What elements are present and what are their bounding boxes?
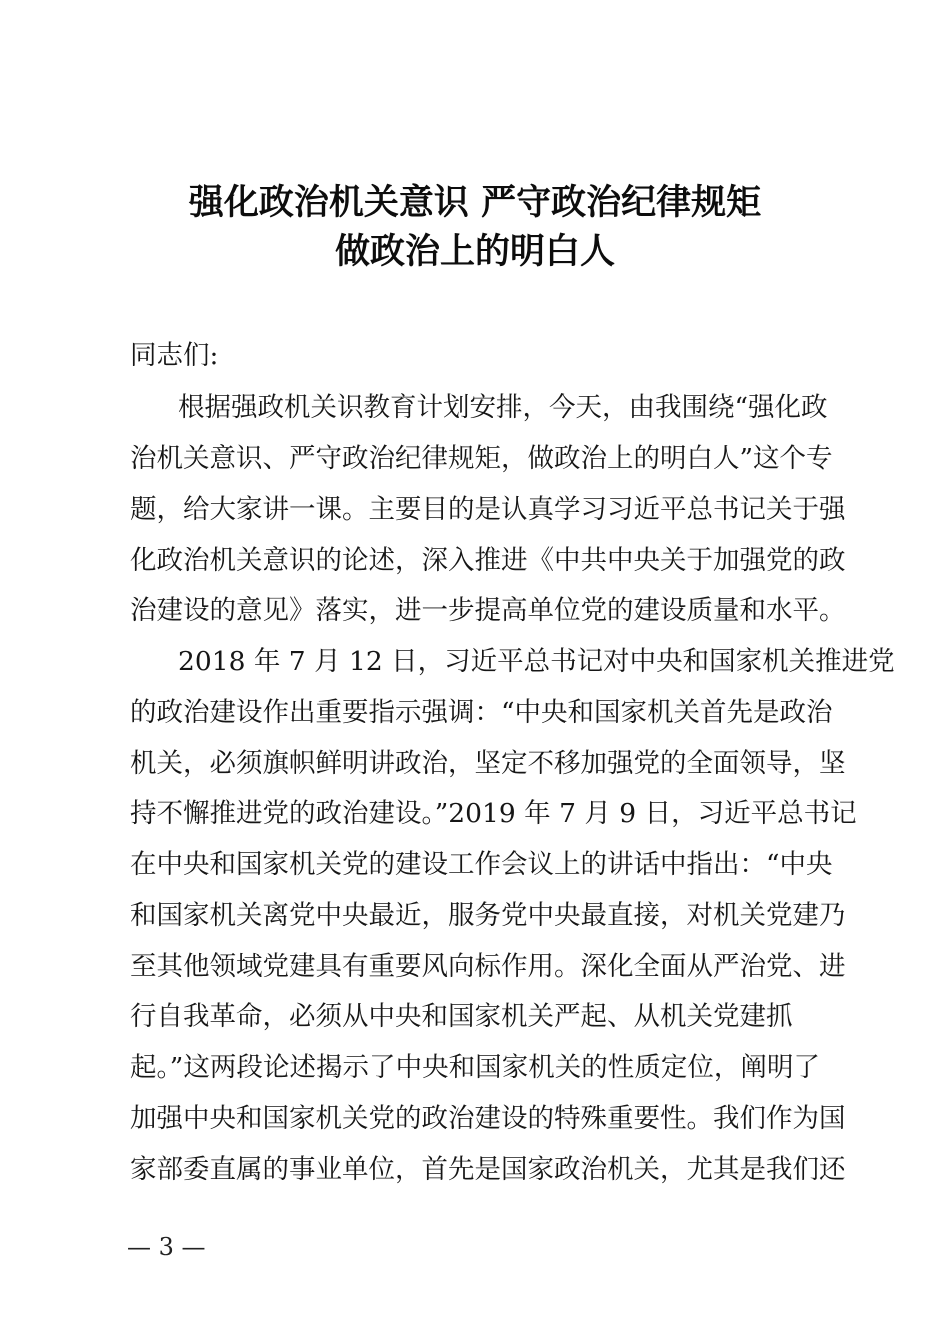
paragraph-line: 起。”这两段论述揭示了中央和国家机关的性质定位，阐明了 bbox=[130, 1052, 820, 1083]
document-title-line-1: 强化政治机关意识 严守政治纪律规矩 bbox=[188, 182, 762, 223]
paragraph-line: 治机关意识、严守政治纪律规矩，做政治上的明白人”这个专 bbox=[130, 443, 833, 474]
paragraph-line: 行自我革命，必须从中央和国家机关严起、从机关党建抓 bbox=[130, 1001, 793, 1032]
page-number: — 3 — bbox=[127, 1233, 206, 1261]
paragraph-line: 化政治机关意识的论述，深入推进《中共中央关于加强党的政 bbox=[130, 545, 846, 576]
paragraph-line: 在中央和国家机关党的建设工作会议上的讲话中指出：“中央 bbox=[130, 849, 833, 880]
paragraph-line: 治建设的意见》落实，进一步提高单位党的建设质量和水平。 bbox=[130, 595, 846, 626]
paragraph-line: 根据强政机关识教育计划安排，今天，由我围绕“强化政 bbox=[178, 392, 828, 423]
paragraph-line: 的政治建设作出重要指示强调：“中央和国家机关首先是政治 bbox=[130, 697, 833, 728]
paragraph-line: 机关，必须旗帜鲜明讲政治，坚定不移加强党的全面领导，坚 bbox=[130, 748, 846, 779]
paragraph-line: 和国家机关离党中央最近，服务党中央最直接，对机关党建乃 bbox=[130, 900, 846, 931]
paragraph-line: 持不懈推进党的政治建设。”2019 年 7 月 9 日，习近平总书记 bbox=[130, 798, 857, 829]
document-title-line-2: 做政治上的明白人 bbox=[334, 231, 615, 272]
salutation: 同志们: bbox=[130, 340, 219, 371]
paragraph-line: 至其他领域党建具有重要风向标作用。深化全面从严治党、进 bbox=[130, 951, 846, 982]
paragraph-line: 2018 年 7 月 12 日，习近平总书记对中央和国家机关推进党 bbox=[178, 646, 895, 677]
paragraph-line: 家部委直属的事业单位，首先是国家政治机关，尤其是我们还 bbox=[130, 1154, 846, 1185]
paragraph-line: 题，给大家讲一课。主要目的是认真学习习近平总书记关于强 bbox=[130, 494, 846, 525]
paragraph-line: 加强中央和国家机关党的政治建设的特殊重要性。我们作为国 bbox=[130, 1103, 846, 1134]
